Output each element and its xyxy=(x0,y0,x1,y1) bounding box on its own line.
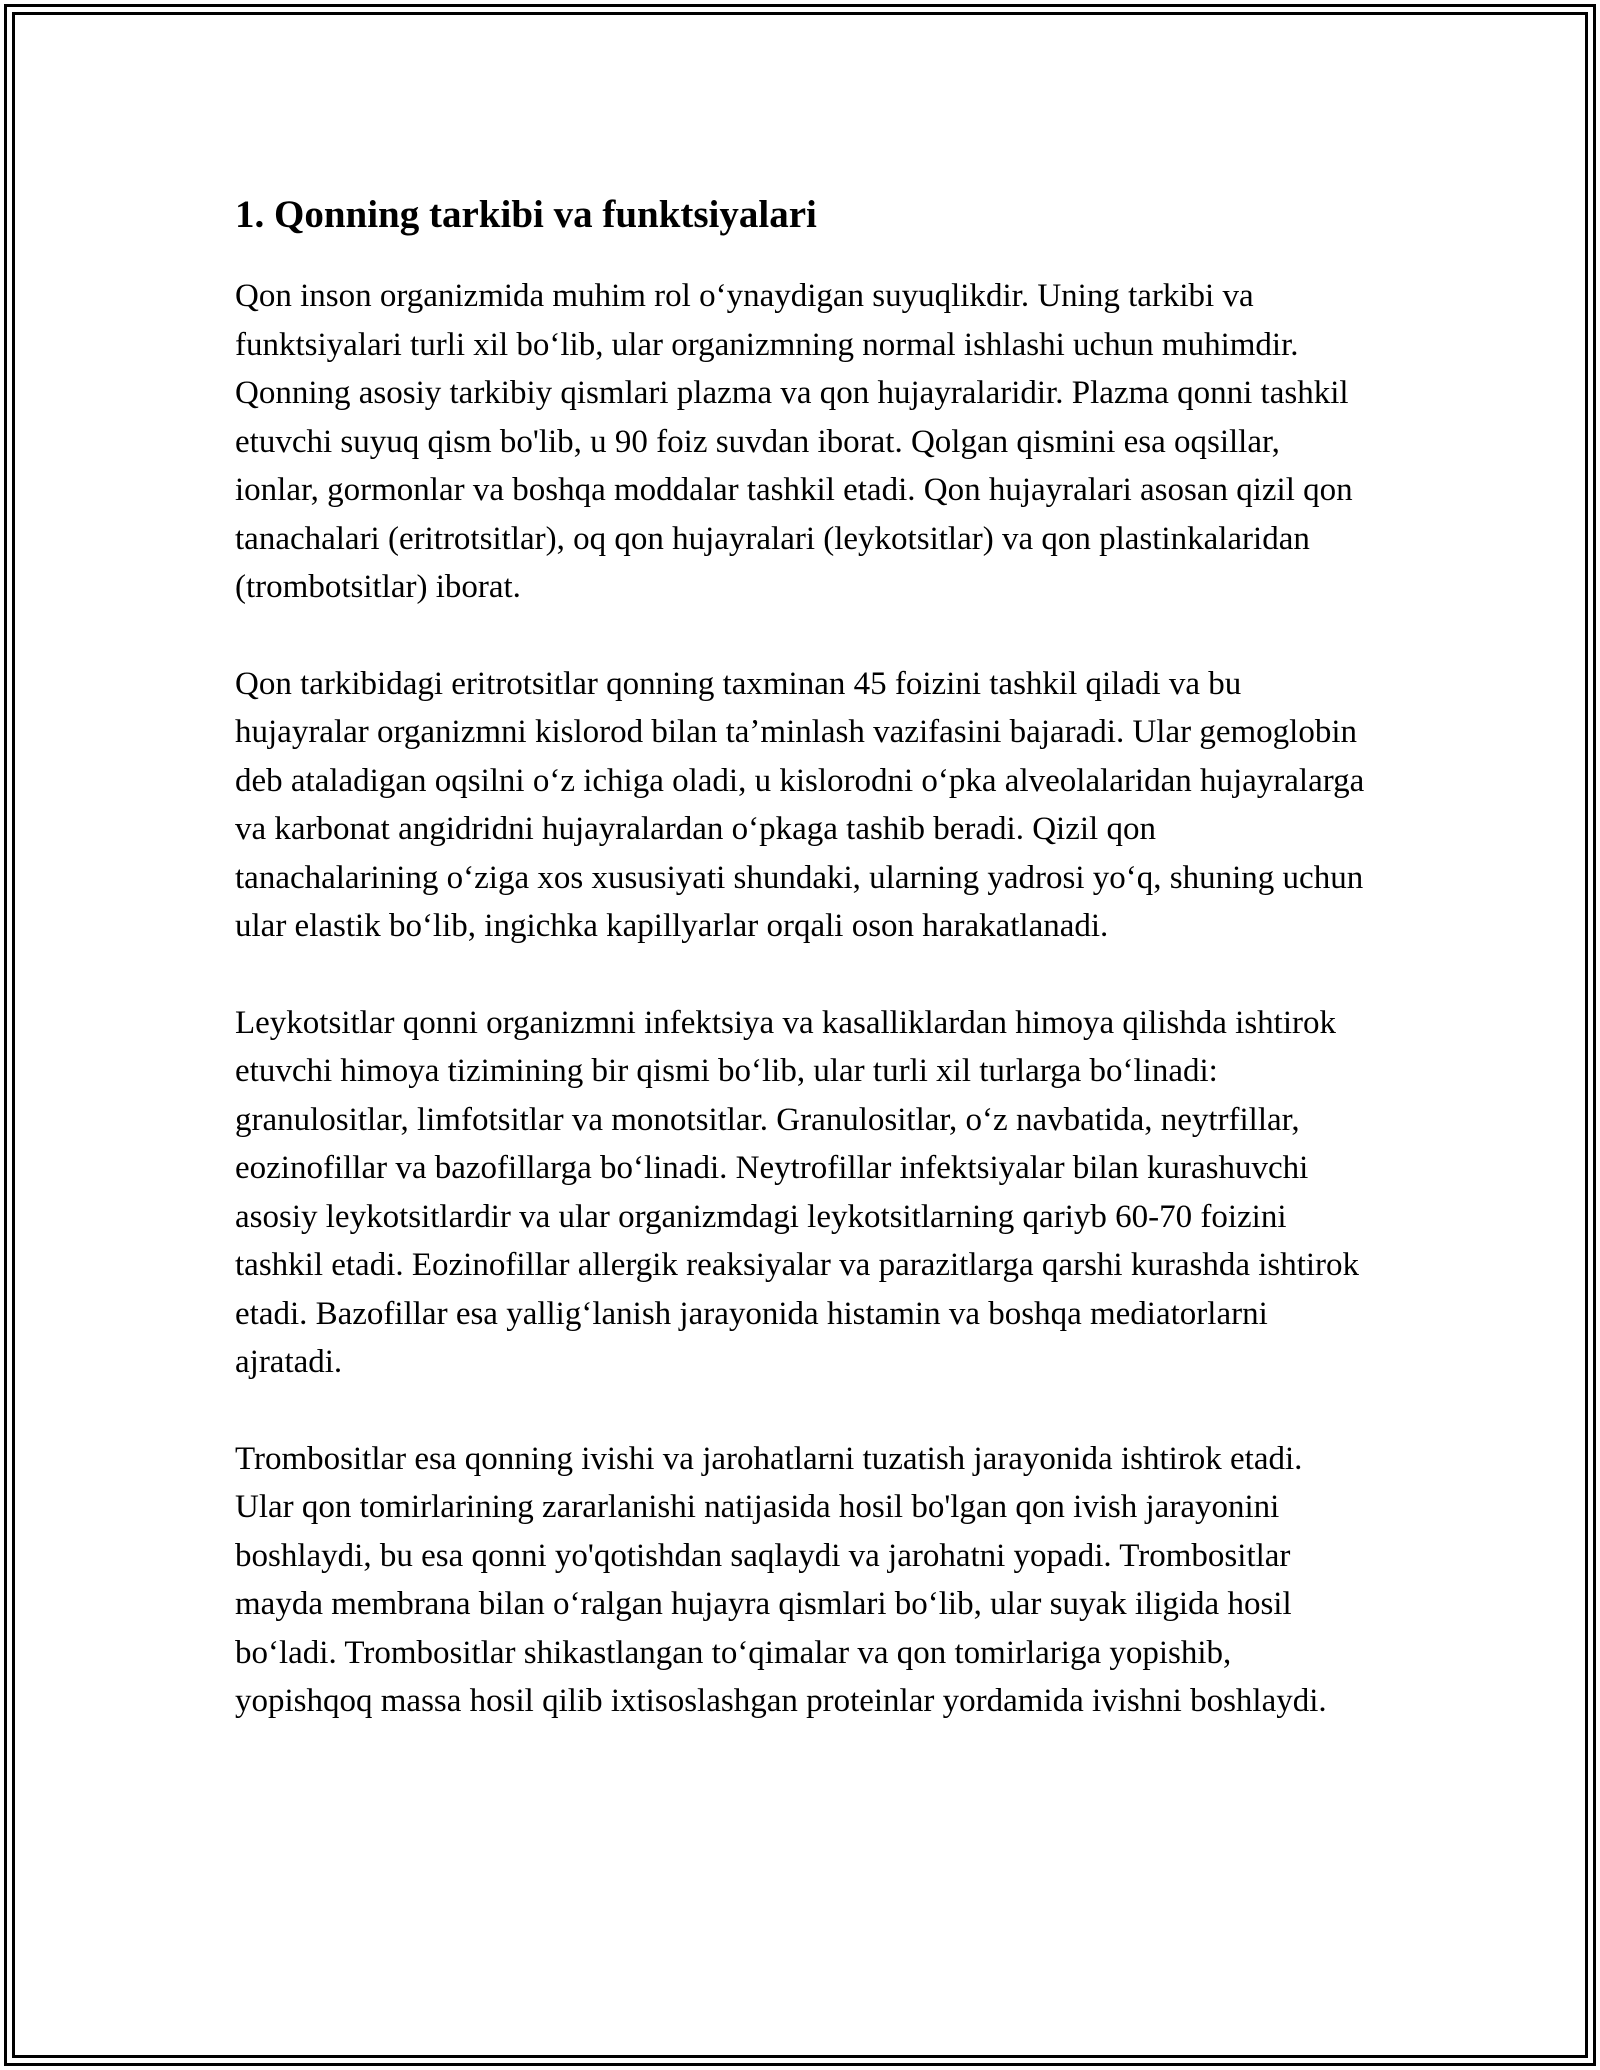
paragraph-thrombocytes: Trombositlar esa qonning ivishi va jarohatlarni tuzatish jarayonida ishtirok etadi. Ular qon tomirlarining zararlanishi natijasida hosil bo'lgan qon ivish jarayonini boshlaydi, bu esa qonni yo'qotishdan saqlaydi va jarohatni yopadi. Trombositlar mayda membrana bilan oʻralgan hujayra qismlari boʻlib, ular suyak iligida hosil boʻladi. Trombositlar shikastlangan toʻqimalar va qon tomirlariga yopishib, yopishqoq massa hosil qilib ixtisoslashgan proteinlar yordamida ivishni boshlaydi. xyxy=(235,1440,1327,1719)
section-heading: 1. Qonning tarkibi va funktsiyalari xyxy=(235,193,817,236)
paragraph-erythrocytes: Qon tarkibidagi eritrotsitlar qonning taxminan 45 foizini tashkil qiladi va bu hujayralar organizmni kislorod bilan taʼminlash vazifasini bajaradi. Ular gemoglobin deb ataladigan oqsilni oʻz ichiga oladi, u kislorodni oʻpka alveolalaridan hujayralarga va karbonat angidridni hujayralardan oʻpkaga tashib beradi. Qizil qon tanachalarining oʻziga xos xususiyati shundaki, ularning yadrosi yoʻq, shuning uchun ular elastik boʻlib, ingichka kapillyarlar orqali oson harakatlanadi. xyxy=(235,665,1365,944)
paragraph-blood-composition: Qon inson organizmida muhim rol oʻynaydigan suyuqlikdir. Uning tarkibi va funktsiyalari turli xil boʻlib, ular organizmning normal ishlashi uchun muhimdir. Qonning asosiy tarkibiy qismlari plazma va qon hujayralaridir. Plazma qonni tashkil etuvchi suyuq qism bo'lib, u 90 foiz suvdan iborat. Qolgan qismini esa oqsillar, ionlar, gormonlar va boshqa moddalar tashkil etadi. Qon hujayralari asosan qizil qon tanachalari (eritrotsitlar), oq qon hujayralari (leykotsitlar) va qon plastinkalaridan (trombotsitlar) iborat. xyxy=(235,278,1353,605)
paragraph-leukocytes: Leykotsitlar qonni organizmni infektsiya va kasalliklardan himoya qilishda ishtirok etuvchi himoya tizimining bir qismi boʻlib, ular turli xil turlarga boʻlinadi: granulositlar, limfotsitlar va monotsitlar. Granulositlar, oʻz navbatida, neytrfillar, eozinofillar va bazofillarga boʻlinadi. Neytrofillar infektsiyalar bilan kurashuvchi asosiy leykotsitlardir va ular organizmdagi leykotsitlarning qariyb 60-70 foizini tashkil etadi. Eozinofillar allergik reaksiyalar va parazitlarga qarshi kurashda ishtirok etadi. Bazofillar esa yalligʻlanish jarayonida histamin va boshqa mediatorlarni ajratadi. xyxy=(235,1004,1360,1380)
document-content xyxy=(235,190,1365,1726)
